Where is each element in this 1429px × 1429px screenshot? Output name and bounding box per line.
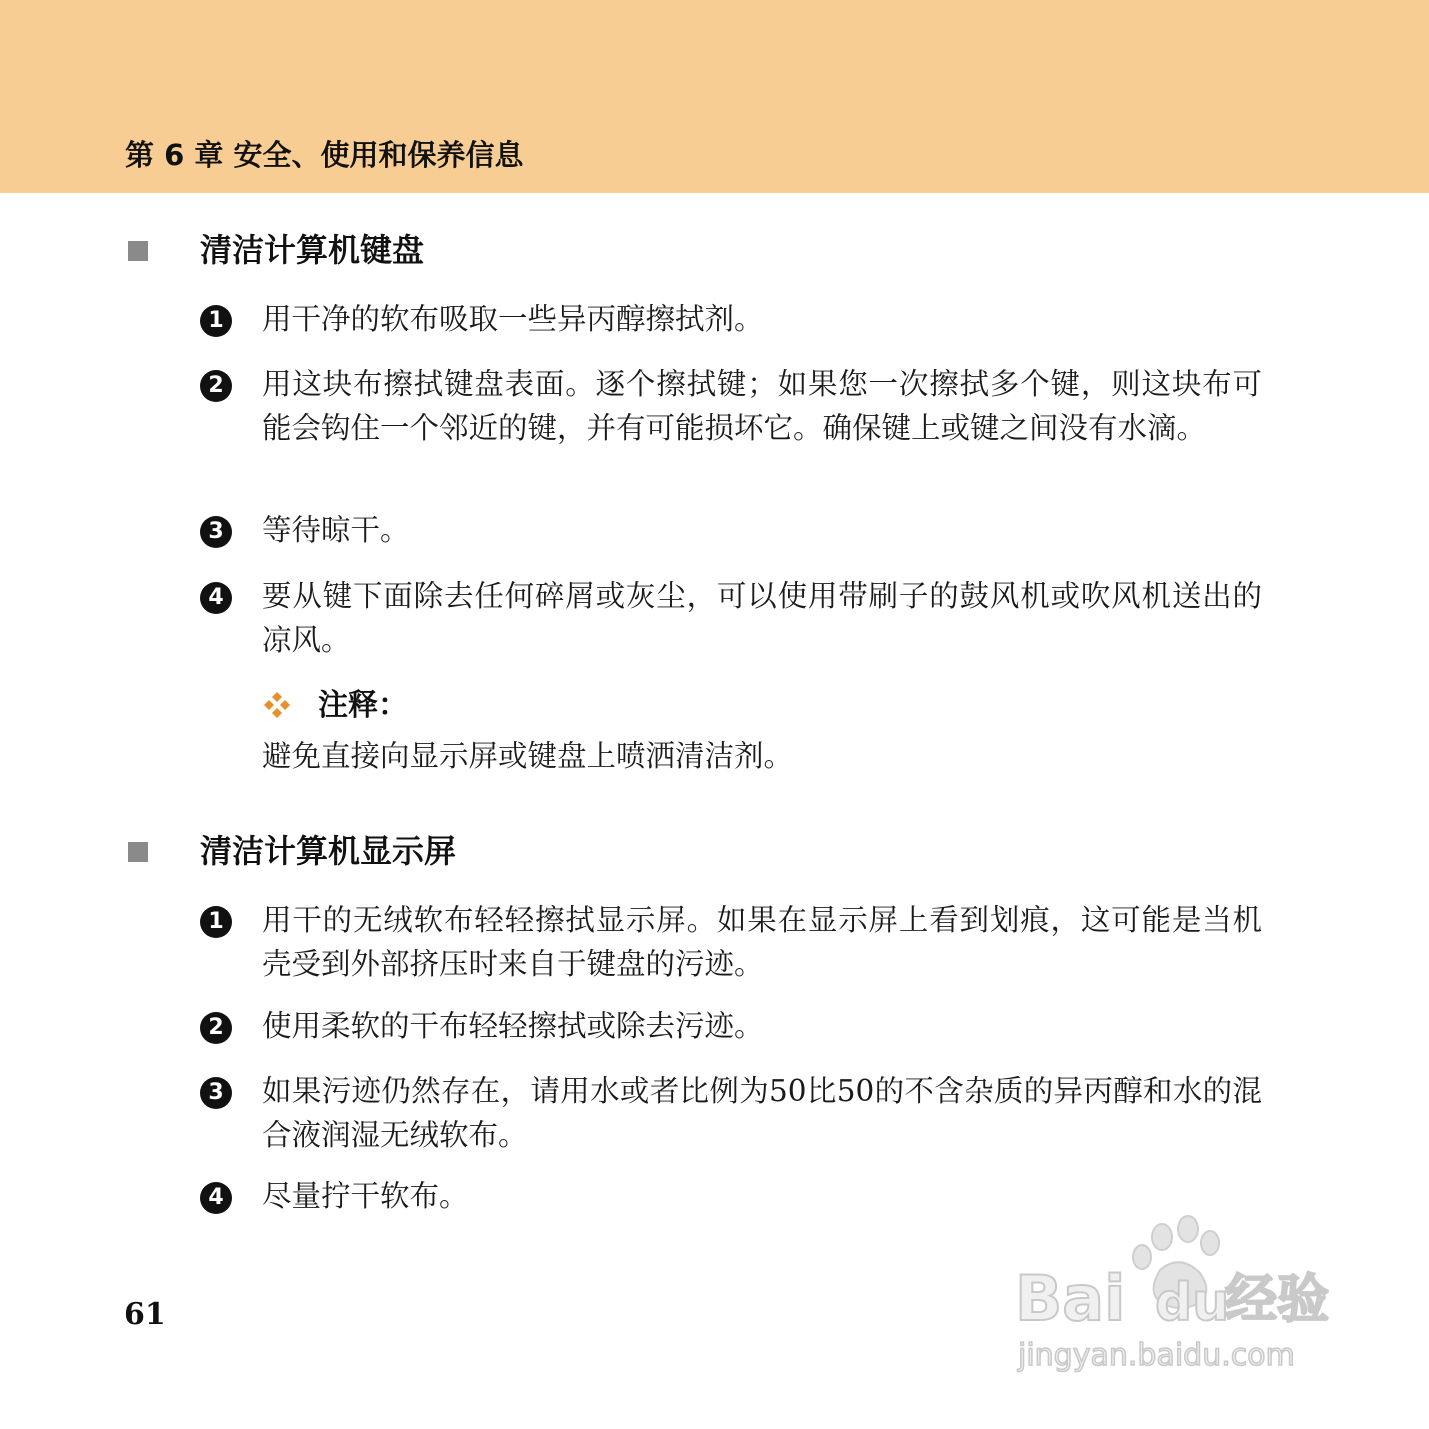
step-number-badge: 3 bbox=[200, 516, 232, 548]
step-text: 如果污迹仍然存在，请用水或者比例为50比50的不含杂质的异丙醇和水的混合液润湿无绒软布。 bbox=[262, 1074, 1262, 1152]
page-number: 61 bbox=[124, 1297, 166, 1332]
step-text: 用干的无绒软布轻轻擦拭显示屏。如果在显示屏上看到划痕，这可能是当机壳受到外部挤压时来自于键盘的污迹。 bbox=[262, 903, 1262, 981]
svg-text:du: du bbox=[1155, 1273, 1230, 1333]
step-text: 尽量拧干软布。 bbox=[262, 1179, 469, 1213]
section-heading: 清洁计算机显示屏 bbox=[200, 832, 457, 870]
step-number-badge: 1 bbox=[200, 906, 232, 938]
diamond-cluster-icon bbox=[262, 690, 292, 720]
step-text: 使用柔软的干布轻轻擦拭或除去污迹。 bbox=[262, 1009, 764, 1043]
chapter-header bbox=[0, 0, 1429, 193]
step-number-badge: 1 bbox=[200, 305, 232, 337]
section-heading: 清洁计算机键盘 bbox=[200, 231, 425, 269]
step-text: 要从键下面除去任何碎屑或灰尘，可以使用带刷子的鼓风机或吹风机送出的凉风。 bbox=[262, 579, 1262, 657]
step-number-badge: 4 bbox=[200, 582, 232, 614]
step-text: 用干净的软布吸取一些异丙醇擦拭剂。 bbox=[262, 302, 764, 336]
note-text: 避免直接向显示屏或键盘上喷洒清洁剂。 bbox=[262, 739, 794, 773]
step-number-badge: 3 bbox=[200, 1077, 232, 1109]
square-bullet-icon bbox=[128, 842, 148, 862]
step-number-badge: 2 bbox=[200, 1012, 232, 1044]
baidu-jingyan-watermark-logo bbox=[1010, 1215, 1350, 1375]
chapter-title: 第 6 章 安全、使用和保养信息 bbox=[125, 138, 524, 172]
svg-text:经验: 经验 bbox=[1225, 1270, 1330, 1330]
square-bullet-icon bbox=[128, 241, 148, 261]
svg-text:jingyan.baidu.com: jingyan.baidu.com bbox=[1018, 1338, 1295, 1373]
step-number-badge: 4 bbox=[200, 1182, 232, 1214]
step-text: 等待晾干。 bbox=[262, 513, 410, 547]
note-label: 注释： bbox=[318, 688, 408, 723]
step-number-badge: 2 bbox=[200, 370, 232, 402]
step-text: 用这块布擦拭键盘表面。逐个擦拭键；如果您一次擦拭多个键，则这块布可能会钩住一个邻近的键，并有可能损坏它。确保键上或键之间没有水滴。 bbox=[262, 367, 1262, 445]
svg-text:Bai: Bai bbox=[1015, 1262, 1126, 1335]
